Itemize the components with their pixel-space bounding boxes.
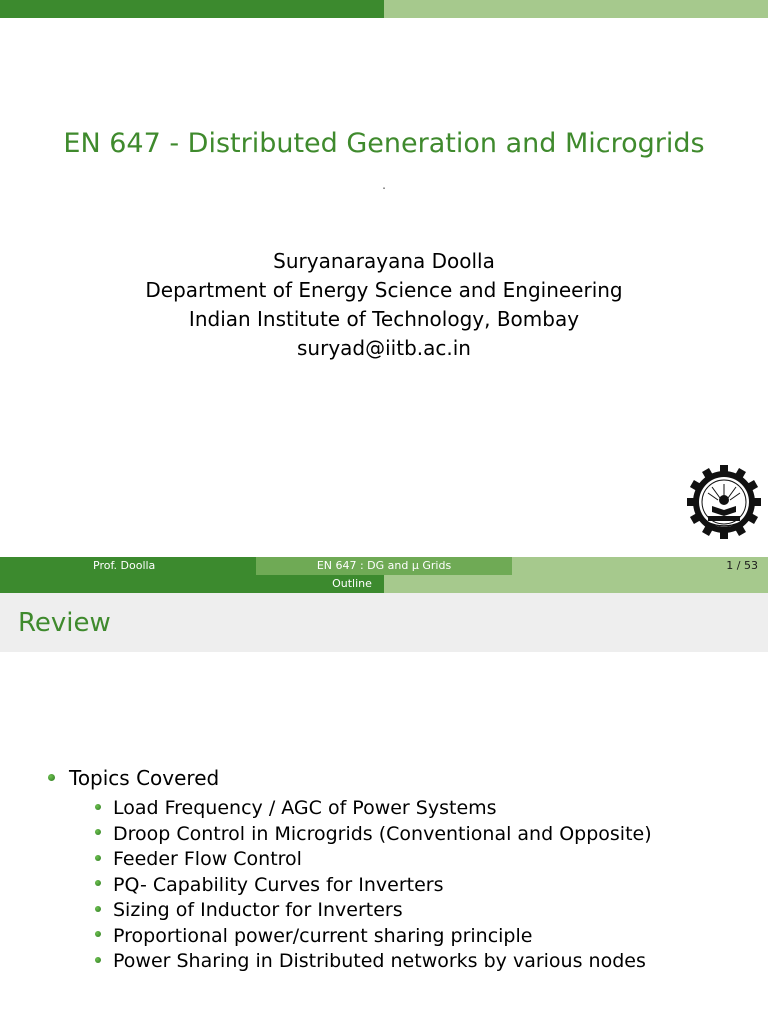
- bullet-icon: [95, 906, 101, 912]
- bullet-icon: [95, 931, 101, 937]
- topics-list: [95, 796, 652, 975]
- bullet-icon: [95, 855, 101, 861]
- subtitle-dot: .: [382, 178, 386, 192]
- bullet-icon: [95, 829, 101, 835]
- slide-title: EN 647 - Distributed Generation and Microgrids: [63, 128, 705, 159]
- section-label: Outline: [332, 577, 372, 590]
- frame-title-bar: [0, 593, 768, 652]
- author-name: Suryanarayana Doolla: [273, 249, 495, 273]
- list-item: Sizing of Inductor for Inverters: [95, 898, 652, 924]
- bullet-icon: [95, 957, 101, 963]
- list-item: Droop Control in Microgrids (Conventional and Opposite): [95, 822, 652, 848]
- bullet-icon: [48, 774, 55, 781]
- frame-title: Review: [18, 608, 111, 638]
- list-item: Proportional power/current sharing principle: [95, 924, 652, 950]
- top-bar-left: [0, 0, 384, 18]
- list-item: Power Sharing in Distributed networks by various nodes: [95, 949, 652, 975]
- footer-author: Prof. Doolla: [93, 559, 156, 572]
- list-item: PQ- Capability Curves for Inverters: [95, 873, 652, 899]
- list-item: Feeder Flow Control: [95, 847, 652, 873]
- topic-heading: Topics Covered: [69, 766, 220, 790]
- footer-page-number: 1 / 53: [726, 559, 758, 572]
- top-bar-right: [384, 0, 768, 18]
- author-block: [0, 247, 768, 363]
- department: Department of Energy Science and Engineering: [145, 278, 623, 302]
- institute: Indian Institute of Technology, Bombay: [188, 307, 580, 331]
- footer-course: EN 647 : DG and μ Grids: [316, 559, 452, 572]
- topic-heading-item: [48, 764, 219, 792]
- institute-logo-icon: [686, 464, 762, 540]
- bullet-icon: [95, 804, 101, 810]
- list-item: Load Frequency / AGC of Power Systems: [95, 796, 652, 822]
- bullet-icon: [95, 880, 101, 886]
- email: suryad@iitb.ac.in: [297, 336, 471, 360]
